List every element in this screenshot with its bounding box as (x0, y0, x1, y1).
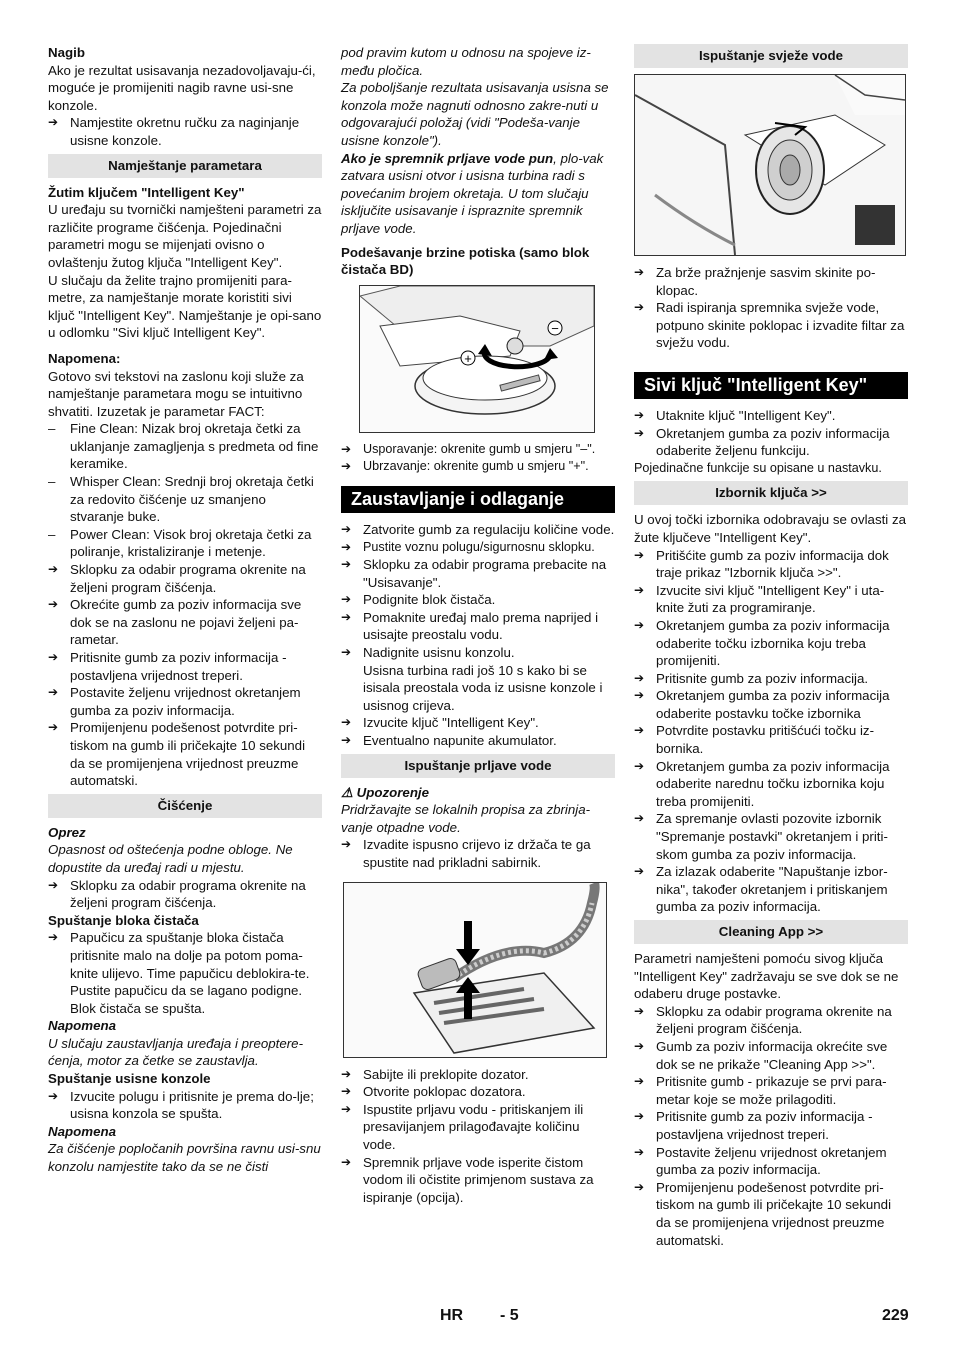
arrow-icon: ➔ (341, 1154, 352, 1169)
paragraph: Parametri namješteni pomoću sivog ključa "Intelligent Key" zadržavaju se sve dok se ne odaberu druge postavke. (634, 951, 899, 1002)
list-item: ➔ Okretanjem gumba za poziv informacija odaberite točku izbornika koju treba promijeniti. (634, 617, 890, 669)
paragraph: Pridržavajte se lokalnih propisa za zbrinja-vanje otpadne vode. (341, 802, 591, 835)
list-item: ➔ Gumb za poziv informacija okrećite sve dok se ne prikaže "Cleaning App >>". (634, 1038, 888, 1072)
arrow-icon: ➔ (634, 547, 645, 562)
list-item: ➔ Usporavanje: okrenite gumb u smjeru "–". (341, 441, 615, 459)
section-header: Ispuštanje svježe vode (634, 44, 908, 68)
heading-napomena: Napomena (48, 1018, 116, 1034)
arrow-icon: ➔ (634, 265, 645, 279)
footer-language: HR (440, 1307, 464, 1324)
arrow-icon: ➔ (341, 1066, 352, 1081)
arrow-icon: ➔ (341, 1084, 352, 1099)
list-item: ➔ Podignite blok čistača. (341, 592, 496, 608)
drain-drawing (344, 883, 606, 1057)
column-2 (341, 44, 615, 1206)
arrow-icon: ➔ (634, 407, 645, 422)
section-title: Zaustavljanje i odlaganje (341, 486, 615, 513)
list-item: ➔ Ispustite prljavu vodu - pritiskanjem ili presavijanjem prilagođavajte količinu vode. (341, 1101, 584, 1152)
list-item: ➔ Sklopku za odabir programa prebacite na "Usisavanje". (341, 557, 607, 590)
arrow-icon: ➔ (634, 723, 645, 738)
scrubber-speed-illustration (359, 285, 595, 433)
arrow-icon: ➔ (634, 1003, 645, 1018)
list-item: ➔ Sklopku za odabir programa okrenite na željeni program čišćenja. (48, 562, 306, 595)
paragraph: U ovoj točki izbornika odobravaju se ovlasti za žute ključeve "Intelligent Key". (634, 512, 906, 545)
list-item: ➔ Okrećite gumb za poziv informacija sve dok se na zaslonu ne pojavi željeni pa-rametar. (48, 597, 302, 648)
arrow-icon: ➔ (341, 645, 352, 660)
section-header: Cleaning App >> (634, 920, 908, 944)
footer-page-local: - 5 (500, 1307, 519, 1324)
list-item: ➔ Izvadite ispusno crijevo iz držača te ga spustite nad prikladni sabirnik. (341, 837, 591, 870)
arrow-icon: ➔ (634, 688, 645, 703)
column-3 (634, 44, 908, 1249)
list-item: – Whisper Clean: Srednji broj okretaja četki za redovito čišćenje uz smanjeno stvaranje buke. (48, 474, 314, 525)
arrow-icon: ➔ (341, 715, 352, 730)
list-item: ➔ Promijenjenu podešenost potvrdite pri-tiskom na gumb ili pričekajte 10 sekundi da se promijenjena vrijednost preuzme automatski. (634, 1179, 892, 1248)
arrow-icon: ➔ (48, 685, 59, 700)
footer-page-number: 229 (882, 1307, 909, 1324)
paragraph: Blok čistača se spušta. (70, 1000, 206, 1016)
section-header: Izbornik ključa >> (634, 481, 908, 505)
drain-hose-illustration (343, 882, 607, 1058)
arrow-icon: ➔ (48, 1088, 59, 1103)
list-item: ➔ Sklopku za odabir programa okrenite na željeni program čišćenja. (634, 1003, 892, 1037)
list-item: ➔ Za spremanje ovlasti pozovite izbornik "Spremanje postavki" okretanjem i priti-skom gumba za poziv informacija. (634, 811, 888, 862)
list-item: – Power Clean: Visok broj okretaja četki za poliranje, kristaliziranje i metenje. (48, 526, 312, 560)
fresh-water-drawing (635, 75, 905, 255)
list-item: ➔ Pritisnite gumb za poziv informacija. (634, 670, 869, 686)
arrow-icon: ➔ (341, 557, 352, 572)
arrow-icon: ➔ (341, 592, 352, 607)
paragraph: Za poboljšanje rezultata usisavanja usisna se konzola može nagnuti odnosno zakre-nuti u odgovarajući položaj (vidi "Podeša-vanje usisne konzole"). (341, 80, 609, 148)
arrow-icon: ➔ (341, 837, 352, 852)
arrow-icon: ➔ (634, 425, 645, 440)
list-item: ➔ Namjestite okretnu ručku za naginjanje usisne konzole. (48, 115, 300, 148)
list-item: ➔ Pritisnite gumb za poziv informacija - postavljena vrijednost treperi. (48, 650, 287, 683)
list-item: ➔ Radi ispiranja spremnika svježe vode, potpuno skinite poklopac i izvadite filtar za svježu vodu. (634, 300, 905, 351)
arrow-icon: ➔ (341, 609, 352, 624)
arrow-icon: ➔ (634, 1038, 645, 1053)
heading-nagib: Nagib (48, 45, 85, 60)
paragraph: Usisna turbina radi još 10 s kako bi se isisala preostala voda iz usisne konzole i usisnog crijeva. (363, 662, 603, 713)
arrow-icon: ➔ (48, 115, 59, 130)
paragraph: Ako je spremnik prljave vode pun, plo-vak zatvara usisni otvor i usisna turbina radi s povećanim brojem okretaja. U tom slučaju isključite usisavanje i ispraznite spremnik prljave vode. (341, 150, 604, 236)
section-header: Čišćenje (48, 794, 322, 818)
arrow-icon: ➔ (634, 582, 645, 597)
arrow-icon: ➔ (634, 670, 645, 685)
section-header: Ispuštanje prljave vode (341, 754, 615, 778)
list-item: ➔ Nadignite usisnu konzolu. (341, 645, 515, 661)
list-item: ➔ Potvrdite postavku pritišćući točku iz-bornika. (634, 723, 875, 757)
list-item: ➔ Okretanjem gumba za poziv informacija odaberite postavku točke izbornika (634, 688, 890, 721)
arrow-icon: ➔ (48, 597, 59, 612)
paragraph: Ako je rezultat usisavanja nezadovoljavaju-ći, moguće je promijeniti nagib ravne usi-sne konzole. (48, 62, 316, 113)
list-item: ➔ Izvucite sivi ključ "Intelligent Key" i uta-knite žuti za programiranje. (634, 582, 885, 616)
arrow-icon: ➔ (634, 864, 645, 879)
minus-label: − (551, 320, 559, 336)
paragraph: U slučaju zaustavljanja uređaja i preoptere-ćenja, motor za četke se zaustavlja. (48, 1035, 303, 1069)
arrow-icon: ➔ (634, 811, 645, 826)
list-item: ➔ Za brže pražnjenje sasvim skinite po-klopac. (634, 265, 876, 298)
fresh-water-illustration (634, 74, 906, 256)
heading-podesavanje: Podešavanje brzine potiska (samo blok čistača BD) (341, 244, 590, 278)
arrow-icon: ➔ (634, 617, 645, 632)
arrow-icon: ➔ (341, 539, 352, 554)
arrow-icon: ➔ (48, 720, 59, 735)
paragraph: U uređaju su tvornički namješteni parametri za različite programe čišćenja. Pojedinačni parametri mogu se mijenjati ovisno o ovlaštenju žutog ključa "Intelligent Key". (48, 202, 322, 270)
arrow-icon: ➔ (341, 1101, 352, 1116)
arrow-icon: ➔ (341, 733, 352, 748)
arrow-icon: ➔ (48, 930, 59, 945)
arrow-icon: ➔ (634, 1179, 645, 1194)
section-title: Sivi ključ "Intelligent Key" (634, 372, 908, 399)
list-item: ➔ Izvucite polugu i pritisnite je prema do-lje; usisna konzola se spušta. (48, 1088, 314, 1122)
list-item: ➔ Okretanjem gumba za poziv informacija odaberite narednu točku izbornika koju treba promijeniti. (634, 758, 890, 809)
heading-zutim: Žutim ključem "Intelligent Key" (48, 184, 245, 200)
heading-spustanje: Spuštanje bloka čistača (48, 912, 199, 928)
arrow-icon: ➔ (634, 758, 645, 773)
heading-upozorenje: ⚠ Upozorenje (341, 784, 430, 800)
paragraph: Opasnost od oštećenja podne obloge. Ne dopustite da uređaj radi u mjestu. (48, 842, 293, 875)
arrow-icon: ➔ (634, 1074, 645, 1089)
list-item: ➔ Spremnik prljave vode isperite čistom vodom ili očistite primjenom sustava za ispiranje (opcija). (341, 1154, 594, 1205)
arrow-icon: ➔ (634, 300, 645, 315)
arrow-icon: ➔ (341, 441, 352, 456)
list-item: ➔ Postavite željenu vrijednost okretanjem gumba za poziv informacija. (48, 685, 301, 718)
list-item: ➔ Pomaknite uređaj malo prema naprijed i usisajte preostalu vodu. (341, 609, 599, 643)
warning-icon: ⚠ (341, 784, 357, 800)
list-item: ➔ Pritišćite gumb za poziv informacija dok traje prikaz "Izbornik ključa >>". (634, 547, 889, 581)
arrow-icon: ➔ (341, 521, 352, 536)
list-item: ➔ Papučicu za spuštanje bloka čistača pritisnite malo na dolje pa potom poma-knite ulijevo. Time papučicu deblokira-te. Pustite papučicu da se lagano podigne. (48, 930, 310, 999)
plus-label: + (464, 350, 472, 366)
list-item: ➔ Ubrzavanje: okrenite gumb u smjeru "+". (341, 458, 615, 476)
heading-napomena: Napomena (48, 1123, 116, 1139)
heading-napomena: Napomena: (48, 350, 121, 366)
list-item: ➔ Pritisnite gumb za poziv informacija - postavljena vrijednost treperi. (634, 1109, 873, 1142)
list-item: ➔ Sabijte ili preklopite dozator. (341, 1066, 529, 1082)
scrubber-drawing (360, 286, 594, 432)
arrow-icon: ➔ (48, 650, 59, 664)
arrow-icon: ➔ (48, 877, 59, 892)
heading-oprez: Oprez (48, 824, 86, 840)
section-header: Namještanje parametara (48, 154, 322, 178)
paragraph: U slučaju da želite trajno promijeniti para-metre, za namještanje morate koristiti sivi ključ "Intelligent Key". Namještanje je opi-sano u odlomku "Sivi ključ Intelligent Key". (48, 272, 322, 341)
heading-usisna: Spuštanje usisne konzole (48, 1071, 211, 1087)
paragraph: pod pravim kutom u odnosu na spojeve iz-među pločica. (341, 45, 591, 78)
list-item: ➔ Otvorite poklopac dozatora. (341, 1084, 526, 1100)
paragraph: Pojedinačne funkcije su opisane u nastavku. (634, 460, 882, 475)
list-item: ➔ Pustite voznu polugu/sigurnosnu sklopku. (341, 539, 615, 557)
list-item: ➔ Postavite željenu vrijednost okretanjem gumba za poziv informacija. (634, 1144, 887, 1178)
arrow-icon: ➔ (634, 1144, 645, 1159)
paragraph: Gotovo svi tekstovi na zaslonu koji služe za namještanje parametara mogu se intuitivno shvatiti. Izuzetak je parametar FACT: (48, 368, 304, 419)
arrow-icon: ➔ (634, 1109, 645, 1124)
list-item: – Fine Clean: Nizak broj okretaja četki za uklanjanje zamagljenja s predmeta od fine keramike. (48, 421, 319, 472)
list-item: ➔ Zatvorite gumb za regulaciju količine vode. (341, 521, 615, 537)
arrow-icon: ➔ (48, 562, 59, 577)
list-item: ➔ Promijenjenu podešenost potvrdite pri-tiskom na gumb ili pričekajte 10 sekundi da se promijenjena vrijednost preuzme automatski. (48, 720, 306, 789)
list-item: ➔ Pritisnite gumb - prikazuje se prvi para-metar koje se može prilagoditi. (634, 1074, 887, 1107)
arrow-icon: ➔ (341, 459, 352, 474)
list-item: ➔ Eventualno napunite akumulator. (341, 733, 557, 749)
list-item: ➔ Utaknite ključ "Intelligent Key". (634, 407, 836, 423)
column-1 (48, 44, 322, 1176)
list-item: ➔ Izvucite ključ "Intelligent Key". (341, 715, 539, 731)
list-item: ➔ Okretanjem gumba za poziv informacija odaberite željenu funkciju. (634, 425, 890, 459)
paragraph: Za čišćenje popločanih površina ravnu usi-snu konzolu namjestite tako da se ne čisti (48, 1141, 321, 1175)
list-item: ➔ Sklopku za odabir programa okrenite na željeni program čišćenja. (48, 877, 306, 911)
list-item: ➔ Za izlazak odaberite "Napuštanje izbor-nika", također okretanjem i pritiskanjem gumba za poziv informacija. (634, 864, 888, 915)
